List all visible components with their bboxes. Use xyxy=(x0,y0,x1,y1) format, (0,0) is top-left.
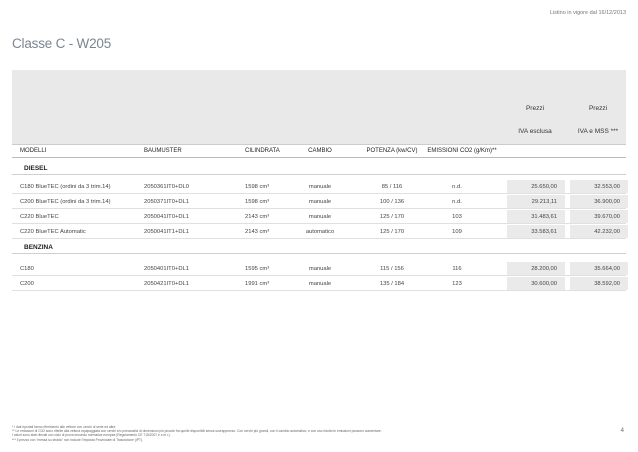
table-row xyxy=(12,195,626,209)
page-title: Classe C - W205 xyxy=(12,36,112,51)
cell-baumuster: 2050421IT0+DL1 xyxy=(144,281,189,287)
table-row xyxy=(12,210,626,224)
table-column-header xyxy=(12,144,626,158)
footnote-line: I valori sono stati rilevati con ciclo di prova secondo normativa europea (Regolamento CE 715/2007 e s.m.i.). xyxy=(12,433,171,438)
cell-baumuster: 2050361IT0+DL0 xyxy=(144,184,189,190)
cell-potenza: 100 / 136 xyxy=(379,199,405,205)
table-row xyxy=(12,180,626,194)
cell-cilindrata: 2143 cm³ xyxy=(245,214,270,220)
cell-price-iva-mss: 36.900,00 xyxy=(570,195,628,208)
col-cilindrata: CILINDRATA xyxy=(245,148,280,154)
cell-model: C220 BlueTEC Automatic xyxy=(20,229,86,235)
cell-potenza: 125 / 170 xyxy=(379,214,405,220)
footnote-line: *** Il prezzo con "messa su strada" non include l'Imposta Provinciale di Trascrizione (IPT). xyxy=(12,437,144,442)
table-row xyxy=(12,277,626,291)
cell-cambio: manuale xyxy=(308,184,332,190)
footnote-line: * I dati riportati fanno riferimento alle vetture con cerchi di serie ed altre. xyxy=(12,425,117,429)
cell-model: C180 BlueTEC (ordini da 3 trim.14) xyxy=(20,184,111,190)
table-row xyxy=(12,262,626,276)
cell-price-iva-mss: 42.232,00 xyxy=(570,225,628,238)
price-col2-title: Prezzi xyxy=(588,105,608,112)
price-header-band xyxy=(12,70,626,144)
cell-price-iva-mss: 32.553,00 xyxy=(570,180,628,193)
cell-cilindrata: 1598 cm³ xyxy=(245,184,270,190)
col-baumuster: BAUMUSTER xyxy=(144,148,182,154)
col-cambio: CAMBIO xyxy=(308,148,332,154)
cell-baumuster: 2050041IT1+DL1 xyxy=(144,229,189,235)
price-col2-subtitle: IVA e MSS *** xyxy=(577,128,619,135)
cell-potenza: 85 / 116 xyxy=(381,184,403,190)
cell-baumuster: 2050401IT0+DL1 xyxy=(144,266,189,272)
cell-model: C200 xyxy=(20,281,34,287)
cell-emissioni: n.d. xyxy=(452,199,462,205)
section-label-diesel: DIESEL xyxy=(12,161,626,175)
cell-emissioni: 103 xyxy=(452,214,462,220)
page-number: 4 xyxy=(620,428,624,434)
cell-cambio: manuale xyxy=(308,214,332,220)
col-model: MODELLI xyxy=(20,148,47,154)
cell-cilindrata: 1595 cm³ xyxy=(245,266,270,272)
cell-cambio: manuale xyxy=(308,281,332,287)
cell-model: C180 xyxy=(20,266,34,272)
cell-cilindrata: 1991 cm³ xyxy=(245,281,270,287)
cell-potenza: 125 / 170 xyxy=(379,229,405,235)
cell-potenza: 115 / 156 xyxy=(380,266,404,272)
cell-price-iva-esclusa: 28.200,00 xyxy=(507,262,565,275)
cell-emissioni: 123 xyxy=(452,281,462,287)
col-potenza: POTENZA (kw/CV) xyxy=(366,148,418,154)
cell-price-iva-esclusa: 33.583,61 xyxy=(507,225,565,238)
cell-model: C200 BlueTEC (ordini da 3 trim.14) xyxy=(20,199,111,205)
cell-price-iva-mss: 39.670,00 xyxy=(570,210,628,223)
cell-cambio: automatico xyxy=(305,229,335,235)
footnotes xyxy=(12,425,582,442)
cell-price-iva-esclusa: 29.213,11 xyxy=(507,195,565,208)
cell-price-iva-esclusa: 30.600,00 xyxy=(507,277,565,290)
cell-price-iva-mss: 35.664,00 xyxy=(570,262,628,275)
cell-baumuster: 2050371IT0+DL1 xyxy=(144,199,189,205)
cell-emissioni: 116 xyxy=(452,266,462,272)
table-row xyxy=(12,225,626,239)
col-emissioni: EMISSIONI CO2 (g/Km)** xyxy=(427,148,497,154)
cell-cambio: manuale xyxy=(308,266,332,272)
price-col1-title: Prezzi xyxy=(525,105,545,112)
validity-note: Listino in vigore dal 16/12/2013 xyxy=(549,10,626,16)
cell-price-iva-esclusa: 31.483,61 xyxy=(507,210,565,223)
cell-cilindrata: 1598 cm³ xyxy=(245,199,270,205)
cell-cambio: manuale xyxy=(308,199,332,205)
footnote-line: ** Le emissioni di CO2 sono riferite alla vettura equipaggiata con cerchi e/o pneumatici di dimensioni più piccole fra quelle disponibili senza sovrapprezzo. Con cerchi più grandi, con il cambio automatico, e con uso ridotto le emissioni possono aumentare. xyxy=(12,429,382,434)
cell-emissioni: n.d. xyxy=(452,184,462,190)
cell-price-iva-esclusa: 25.650,00 xyxy=(507,180,565,193)
cell-cilindrata: 2143 cm³ xyxy=(245,229,270,235)
cell-emissioni: 109 xyxy=(452,229,462,235)
section-label-benzina: BENZINA xyxy=(12,240,626,254)
cell-model: C220 BlueTEC xyxy=(20,214,59,220)
cell-baumuster: 2050041IT0+DL1 xyxy=(144,214,189,220)
cell-price-iva-mss: 38.592,00 xyxy=(570,277,628,290)
cell-potenza: 135 / 184 xyxy=(379,281,405,287)
price-col1-subtitle: IVA esclusa xyxy=(518,128,552,135)
